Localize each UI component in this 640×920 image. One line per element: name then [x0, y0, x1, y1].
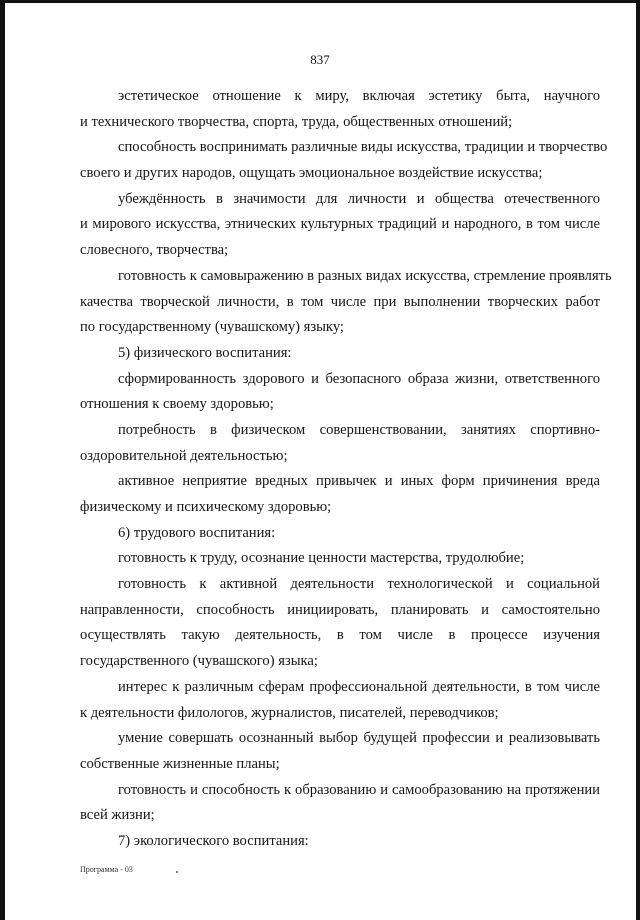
text-line: 5) физического воспитания:: [118, 344, 292, 361]
text-line: и технического творчества, спорта, труда, общественных отношений;: [80, 113, 513, 130]
text-line: готовность к труду, осознание ценности мастерства, трудолюбие;: [118, 550, 525, 567]
text-line: эстетическое отношение к миру, включая эстетику быта, научного: [118, 88, 600, 104]
text-line: убеждённость в значимости для личности и общества отечественного: [118, 190, 600, 207]
text-line: государственного (чувашского) языка;: [80, 653, 318, 670]
text-line: словесного, творчества;: [80, 242, 229, 259]
text-line: осуществлять такую деятельность, в том числе в процессе изучения: [80, 627, 600, 644]
footer-label: Программа - 03: [80, 865, 133, 874]
text-line: потребность в физическом совершенствовании, занятиях спортивно-: [118, 421, 600, 438]
text-line: 6) трудового воспитания:: [118, 524, 276, 541]
text-line: 7) экологического воспитания:: [118, 832, 309, 849]
text-line: к деятельности филологов, журналистов, писателей, переводчиков;: [80, 704, 499, 721]
body-text: [80, 84, 612, 855]
text-line: своего и других народов, ощущать эмоциональное воздействие искусства;: [80, 165, 543, 182]
text-line: способность воспринимать различные виды искусства, традиции и творчество: [118, 139, 608, 156]
text-line: оздоровительной деятельностью;: [80, 447, 288, 464]
text-line: направленности, способность инициировать, планировать и самостоятельно: [80, 601, 600, 618]
text-line: готовность к активной деятельности технологической и социальной: [118, 576, 600, 593]
text-line: физическому и психическому здоровью;: [80, 499, 332, 515]
text-line: сформированность здорового и безопасного образа жизни, ответственного: [118, 370, 600, 387]
scan-border-left: [0, 0, 5, 920]
text-line: активное неприятие вредных привычек и иных форм причинения вреда: [118, 473, 600, 490]
text-line: собственные жизненные планы;: [80, 755, 280, 772]
text-line: готовность к самовыражению в разных видах искусства, стремление проявлять: [118, 267, 612, 284]
text-line: отношения к своему здоровью;: [80, 396, 274, 413]
text-line: качества творческой личности, в том числе при выполнении творческих работ: [80, 293, 600, 310]
scan-border-top: [0, 0, 640, 3]
text-line: умение совершать осознанный выбор будущей профессии и реализовывать: [118, 730, 600, 747]
page-number: 837: [310, 52, 330, 67]
text-line: всей жизни;: [80, 807, 155, 824]
text-line: готовность и способность к образованию и самообразованию на протяжении: [118, 781, 600, 798]
scan-border-right: [636, 0, 640, 920]
text-line: по государственному (чувашскому) языку;: [80, 319, 344, 336]
scan-speck: [176, 871, 178, 873]
text-line: интерес к различным сферам профессиональной деятельности, в том числе: [118, 678, 600, 695]
text-line: и мирового искусства, этнических культурных традиций и народного, в том числе: [80, 216, 600, 233]
